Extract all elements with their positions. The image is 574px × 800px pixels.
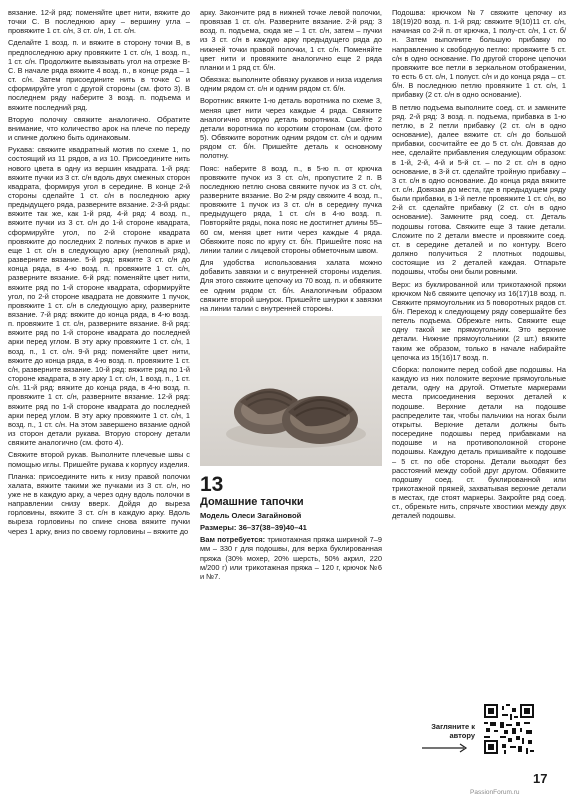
paragraph: вязание. 12-й ряд: поменяйте цвет нити, вяжите до точки С. В последнюю арку – вершину угла – провяжите 1 ст. с/н, 3 ст. с/н, 1 ст. с/н. <box>8 8 190 36</box>
page-number: 17 <box>533 771 548 786</box>
right-slipper <box>282 396 358 444</box>
text-column-middle <box>200 8 382 584</box>
pattern-author: Модель Олеси Загайновой <box>200 511 302 520</box>
paragraph: Сделайте 1 возд. п. и вяжите в сторону точки В, в предпоследнюю арку провяжите 1 ст. с/н, 1 возд. п., 1 ст. с/н. Продолжите вывязывать угол на отрезке В-С. В начале ряда вяжите 4 возд. п., в конце ряда – 1 ст. с/н. Затем присоедините нить в точке С и сформируйте угол с другой стороны (см. фото 3). В последнем ряду наберите 3 возд. п. подъема и вяжите последний ряд. <box>8 38 190 112</box>
qr-code-icon[interactable] <box>484 704 534 754</box>
arrow-right-icon <box>420 743 470 753</box>
materials-value: трикотажная пряжа шириной 7–9 мм – 330 г для подошвы, для верха буклированная пряжа (30% мохер, 20% шерсть, 50% акрил, 220 м/200 г) или трикотажная пряжа – 120 г, крючок №6 и №7. <box>200 535 382 581</box>
paragraph: Свяжите второй рукав. Выполните плечевые швы с помощью иглы. Пришейте рукава к корпусу изделия. <box>8 450 190 469</box>
pattern-sizes <box>200 523 382 532</box>
sizes-value: 36–37(38–39)40–41 <box>238 523 307 533</box>
site-watermark: PassionForum.ru <box>470 789 520 796</box>
materials-label: Вам потребуется: <box>200 535 266 545</box>
paragraph: Вторую полочку свяжите аналогично. Обратите внимание, что количество арок на плече по переду и спинке должно быть одинаковым. <box>8 114 190 143</box>
paragraph: Для удобства использования халата можно добавить завязки и с внутренней стороны изделия. Для этого свяжите цепочку из 70 возд. п. и обвяжите ее одним рядом ст. б/н. Аналогичным образом свяжите второй шнурок. Пришейте шнурки к завязки на линии талии с внутренней стороны. <box>200 258 382 313</box>
qr-label: Загляните к автору <box>431 722 475 740</box>
text-column-left <box>8 8 190 539</box>
paragraph: Сборка: положите перед собой две подошвы. На каждую из них положите верхние прямоугольные детали, одну на другой. Отметьте маркерами места присоединения верхних деталей к подошве. Верхние детали на подошве распределите так, чтобы пальчики на ногах были открыты. Верхние детали должны быть посередине подошвы перед прибавками на подошве и на противоположной стороне подошвы. Каждую деталь пришивайте к подошве – 5 ст. по обе стороны. Детали выходят без расстояний между собой друг другом. Обвяжите подошву соед. ст. буклированной или трикотажной пряжей, захватывая верхние детали в местах, где стоят маркеры. Закройте ряд соед. ст., обрежьте нить, спрячьте хвостики между двух деталей подошвы. <box>392 364 566 521</box>
paragraph: Подошва: крючком №7 свяжите цепочку из 18(19)20 возд. п. 1-й ряд: свяжите 9(10)11 ст. с/н, начиная со 2-й п. от крючка, 1 полу-ст. с/н, 1 ст. б/н. Затем выполните большую прибавку по направлению к свободную петлю: провяжите 5 ст. с/н в одно основание. По другой стороне цепочки провяжите все петли в зеркальном отображении, то есть 6 ст. с/н, 1 полуст. с/н и до конца ряда – ст. б/н. В последнюю петлю провяжите 1 ст. с/н, 1 прибавку (2 ст. с/н в одно основание). <box>392 8 566 100</box>
paragraph: Пояс: наберите 8 возд. п., в 5-ю п. от крючка провяжите пучок из 3 ст. с/н, пропустите 2 п. В последнюю петлю снова свяжите пучок из 3 ст. с/н, разверните вязание. Во 2-м ряду свяжите 4 возд. п., провяжите 1 пучок из 3 ст. с/н в середину пучка предыдущего ряда, 1 ст. с/н в 4-ю возд. п. Повторяйте ряды, пока пояс не достигнет длины 55–60 см, меняя цвет нити через каждые 4 ряда. Обвяжите пояс по кругу ст. б/н. Пришейте пояс на линии талии с лицевой стороны обметочным швом. <box>200 163 383 255</box>
paragraph: Рукава: свяжите квадратный мотив по схеме 1, по состоящий из 11 рядов, а из 10. Присоедините нить нового цвета в одну из вершин квадрата. 1-й ряд: вяжите пучки из 3 ст. с/н вдоль двух смежных сторон квадрата, формируя угол в середине. В конце 2-й стороны сделайте 1 ст. с/н в последнюю арку предыдущего ряда, разверните вязание. 2-3-й ряды: вяжите так же, как 1-й ряд. 4-й ряд: 4 возд. п., вяжите пучки из 3 ст. с/н до 1-й стороне квадрата, сформируйте угол, по 2-й стороне квадрата провяжите до последних 2 полных пучков в арке и еще 1 ст. с/н в следующую арку (неполный ряд), разверните вязание. 5-й ряд: вяжите 3 ст. с/н до конца ряда, в 4-ю возд. п. провяжите 1 ст. с/н, разверните вязание. 6-й ряд: поменяйте цвет нити, вяжите ряд по 1-й стороне квадрата, сформируйте угол, по 2-й стороне квадрата не довяжите 1 пучок, провяжите 1 ст. с/н в следующую арку, разверните вязание. 7-й ряд: вяжите до конца ряда, в 4-ю возд. п. провяжите 1 ст. с/н, разверните вязание. 8-й ряд: вяжите ряд по 1-й стороне квадрата до последней арки перед углом. В эту арку провяжите 1 ст. с/н, 1 возд. п., 1 ст. с/н. 9-й ряд: поменяйте цвет нити, вяжите до конца ряда, в 4-ю возд. п. провяжите 1 ст. с/н, разверните вязание. 10-й ряд: вяжите ряд по 1-й стороне квадрата, в эту арку 1 ст. с/н, 1 возд. п., 1 ст. с/н. 11-й ряд: вяжите до конца ряда, в 4-ю возд. п. провяжите 1 ст. с/н, разверните вязание. 12-й ряд: вяжите ряд по 1-й стороне квадрата до последней арки перед углом. В эту арку провяжите 1 ст. с/н, 1 возд. п., 1 ст. с/н. На этом завершено вязание одной из сторон детали рукава. Вторую сторону детали свяжите аналогично (см. фото 4). <box>8 145 190 448</box>
paragraph: Воротник: вяжите 1-ю деталь воротника по схеме 3, меняя цвет нити через каждые 4 ряда. Свяжите аналогично вторую деталь воротника. Сшейте 2 детали воротника по коротким сторонам (см. фото 5). Обвяжите воротник одним рядом ст. с/н и одним рядом ст. б/н. Пришейте деталь к основному полотну. <box>200 96 382 161</box>
slippers-illustration <box>200 316 382 466</box>
text-column-right <box>392 8 566 524</box>
paragraph: Планка: присоедините нить к низу правой полочки халата, вяжите такими же пучками из 3 ст. с/н, но уже не в каждую арку, а через одну вдоль полочки в направлении снизу вверх. Дойдя до выреза горловины, вяжите 3 ст. с/н в каждую арку. Вдоль выреза горловины по спине снова вяжите пучки через 1 арку, вниз по своему горловины – вяжите до <box>8 471 190 536</box>
paragraph: арку. Закончите ряд в нижней точке левой полочки, провязав 1 ст. с/н. Разверните вязание. 2-й ряд: 3 возд. п. подъема, сюда же – 1 ст. с/н, затем – пучки из 3 ст. с/н в каждую арку предыдущего ряда до нижней точки правой полочки, 1 ст. с/н. Поменяйте цвет нити и провяжите аналогично еще 2 ряда планки и 1 ряд ст. б/н. <box>200 8 382 72</box>
paragraph: Обвязка: выполните обвязку рукавов и низа изделия одним рядом ст. с/н и одним рядом ст. б/н. <box>200 75 382 94</box>
pattern-title: Домашние тапочки <box>200 496 304 508</box>
pattern-number: 13 <box>200 473 224 496</box>
pattern-materials <box>200 535 382 581</box>
paragraph: В петлю подъема выполните соед. ст. и замкните ряд. 2-й ряд: 3 возд. п. подъема, прибавка в 1-ю петлю, в 2 петли прибавку (2 ст. с/н в одно основание), далее вяжите ст. с/н до большой прибавки, сосчитайте ее до 5 ст. с/н. Довязав до нее, сделайте прибавления следующим образом: в 1-й, 2-й, 4-й и 5-й ст. – по 2 ст. с/н в одно основание, в 3-й ст. сделайте тройную прибавку – 3 ст. с/н в одно основание. До конца ряда вяжите ст. с/н. Довязав до места, где в предыдущем ряду были прибавки, в 1-й петле провяжите 1 ст. с/н, во 2-й ст. сделайте прибавку (2 ст. с/н в одно основание). Замкните ряд соед. ст. Деталь подошвы готова. Свяжите еще 3 такие детали. Сложите по 2 детали вместе и провяжите соед. ст. в середине деталей и по контуру. Всего должно получиться 2 плотных подошвы, состоящие из 2 деталей каждая. Отпарьте подошвы, чтобы они были ровными. <box>392 102 566 277</box>
paragraph: Верх: из буклированной или трикотажной пряжи крючком №6 свяжите цепочку из 16(17)18 возд. п. Свяжите прямоугольник из 5 поворотных рядов ст. б/н. Переход к следующему ряду совершайте без петель подъема. Обрежьте нить. Свяжите еще одну такой же прямоугольник. Это верхние детали. Нижние прямоугольники (2 шт.) вяжите таким же образом, только в начале набирайте цепочка из 15(16)17 возд. п. <box>392 279 566 362</box>
sizes-label: Размеры: <box>200 523 237 533</box>
slippers-photo <box>200 316 382 466</box>
